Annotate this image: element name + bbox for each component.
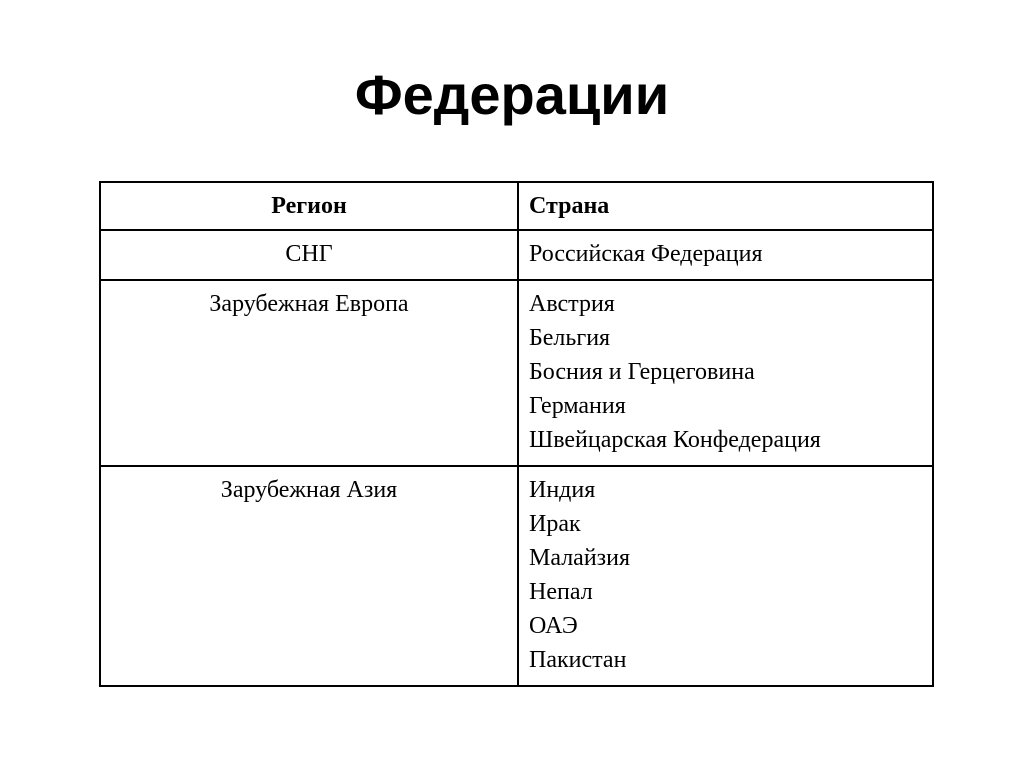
countries-cell	[518, 466, 933, 686]
region-cell: Зарубежная Азия	[100, 466, 518, 686]
page-title: Федерации	[354, 63, 670, 126]
country-item: Российская Федерация	[529, 241, 763, 267]
table-row	[100, 280, 933, 466]
country-item: Босния и Герцеговина	[529, 359, 755, 385]
country-item: ОАЭ	[529, 613, 578, 639]
country-item: Швейцарская Конфедерация	[529, 427, 821, 453]
countries-cell	[518, 280, 933, 466]
country-item: Индия	[529, 477, 596, 503]
countries-cell	[518, 230, 933, 280]
country-item: Малайзия	[529, 545, 631, 571]
country-item: Австрия	[529, 291, 615, 317]
region-cell: Зарубежная Европа	[100, 280, 518, 466]
country-item: Пакистан	[529, 647, 627, 673]
country-item: Германия	[529, 393, 626, 419]
country-item: Бельгия	[529, 325, 611, 351]
country-item: Ирак	[529, 511, 581, 537]
table-row	[100, 466, 933, 686]
header-country: Страна	[518, 182, 933, 230]
region-cell: СНГ	[100, 230, 518, 280]
country-item: Непал	[529, 579, 593, 605]
header-region: Регион	[100, 182, 518, 230]
table-header-row	[100, 182, 933, 230]
federations-table	[99, 181, 934, 687]
table-row	[100, 230, 933, 280]
